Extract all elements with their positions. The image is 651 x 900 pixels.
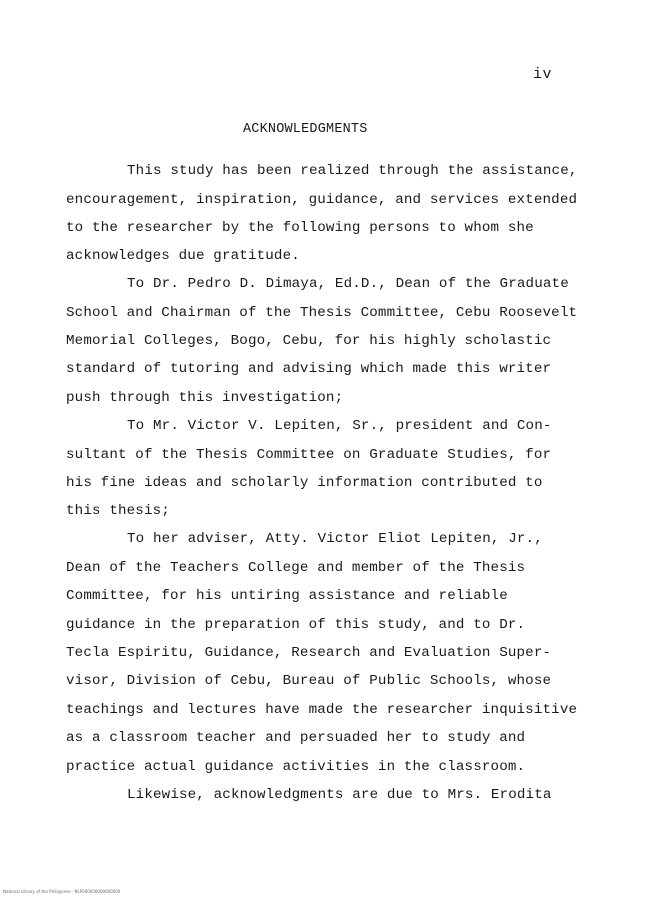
paragraph-line: teachings and lectures have made the researcher inquisitive (66, 702, 578, 718)
paragraph-line: acknowledges due gratitude. (66, 248, 300, 264)
paragraph-line: push through this investigation; (66, 390, 344, 406)
paragraph-line: guidance in the preparation of this study, and to Dr. (66, 617, 526, 633)
paragraph-line: Committee, for his untiring assistance and reliable (66, 588, 508, 604)
paragraph-line: This study has been realized through the assistance, (127, 163, 578, 179)
paragraph-line: Memorial Colleges, Bogo, Cebu, for his highly scholastic (66, 333, 552, 349)
paragraph-line: encouragement, inspiration, guidance, and services extended (66, 192, 578, 208)
library-watermark: National Library of the Philippines · NLP000000000000000 (3, 889, 121, 894)
paragraph-line: School and Chairman of the Thesis Committee, Cebu Roosevelt (66, 305, 578, 321)
paragraph-line: this thesis; (66, 503, 170, 519)
paragraph-line: Tecla Espiritu, Guidance, Research and Evaluation Super- (66, 645, 552, 661)
paragraph-line: To her adviser, Atty. Victor Eliot Lepiten, Jr., (127, 531, 543, 547)
paragraph-line: Dean of the Teachers College and member of the Thesis (66, 560, 526, 576)
paragraph-line: to the researcher by the following persons to whom she (66, 220, 534, 236)
paragraph-line: visor, Division of Cebu, Bureau of Public Schools, whose (66, 673, 552, 689)
paragraph-line: his fine ideas and scholarly information contributed to (66, 475, 543, 491)
paragraph-line: Likewise, acknowledgments are due to Mrs. Erodita (127, 787, 552, 803)
page-title: ACKNOWLEDGMENTS (243, 122, 368, 137)
paragraph-line: To Mr. Victor V. Lepiten, Sr., president and Con- (127, 418, 552, 434)
paragraph-line: as a classroom teacher and persuaded her to study and (66, 730, 526, 746)
paragraph-line: To Dr. Pedro D. Dimaya, Ed.D., Dean of the Graduate (127, 276, 569, 292)
paragraph-line: practice actual guidance activities in the classroom. (66, 759, 526, 775)
paragraph-line: standard of tutoring and advising which made this writer (66, 361, 552, 377)
paragraph-line: sultant of the Thesis Committee on Graduate Studies, for (66, 447, 552, 463)
page-number: iv (533, 66, 553, 83)
